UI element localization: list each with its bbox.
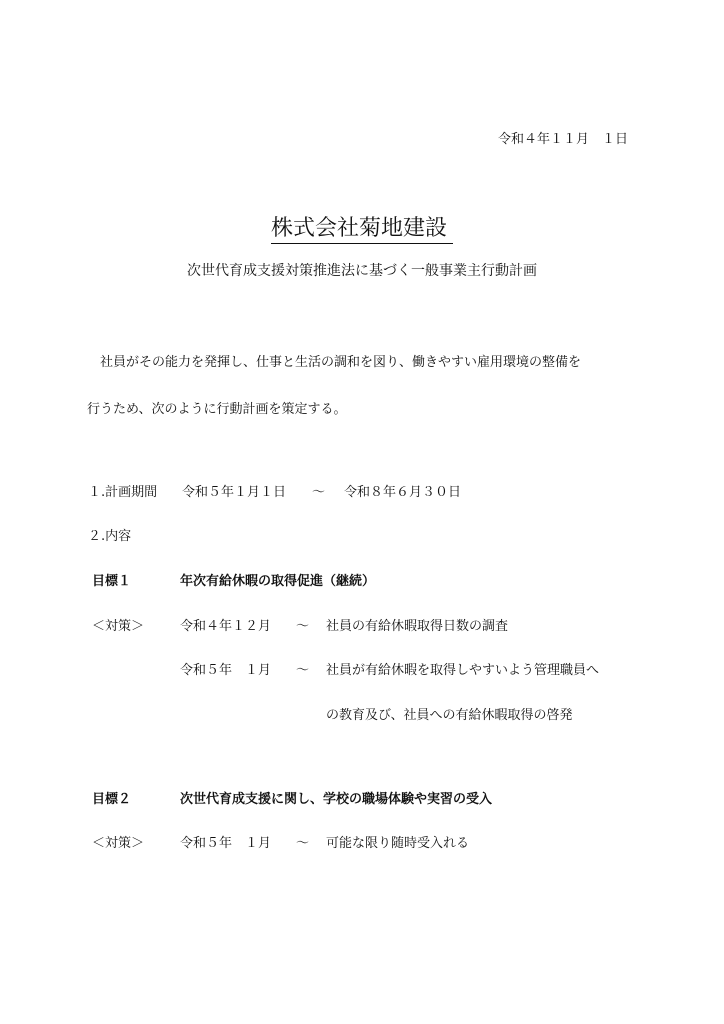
goal-1-measures-label: ＜対策＞ bbox=[92, 619, 145, 634]
intro-line-1: 社員がその能力を発揮し、仕事と生活の調和を図り、働きやすい雇用環境の整備を bbox=[100, 355, 582, 370]
plan-period-tilde: ～ bbox=[312, 485, 326, 500]
goal-1-measure-2-continuation: の教育及び、社員への有給休暇取得の啓発 bbox=[326, 708, 573, 723]
goal-1-label: 目標１ bbox=[92, 574, 132, 589]
goal-2-measures-label: ＜対策＞ bbox=[92, 836, 145, 851]
section-plan-period-label: １.計画期間 bbox=[88, 485, 158, 500]
goal-1-measure-1-date: 令和４年１２月 bbox=[180, 619, 272, 634]
goal-1-measure-2-date: 令和５年 １月 bbox=[180, 663, 272, 678]
goal-2-title: 次世代育成支援に関し、学校の職場体験や実習の受入 bbox=[180, 792, 493, 807]
goal-1-title: 年次有給休暇の取得促進（継続） bbox=[180, 574, 376, 589]
goal-1-measure-2-text: 社員が有給休暇を取得しやすいよう管理職員へ bbox=[326, 663, 600, 678]
company-name: 株式会社菊地建設 bbox=[271, 218, 453, 244]
plan-period-to: 令和８年６月３０日 bbox=[344, 485, 462, 500]
intro-line-2: 行うため、次のように行動計画を策定する。 bbox=[87, 402, 347, 417]
goal-2-measure-1-text: 可能な限り随時受入れる bbox=[326, 836, 470, 851]
goal-1-measure-1-text: 社員の有給休暇取得日数の調査 bbox=[326, 619, 509, 634]
document-subtitle: 次世代育成支援対策推進法に基づく一般事業主行動計画 bbox=[187, 263, 537, 279]
goal-2-label: 目標２ bbox=[92, 792, 132, 807]
goal-2-measure-1-date: 令和５年 １月 bbox=[180, 836, 272, 851]
plan-period-from: 令和５年１月１日 bbox=[182, 485, 287, 500]
company-title bbox=[0, 218, 724, 244]
section-content-label: ２.内容 bbox=[88, 529, 132, 544]
goal-1-measure-2-tilde: ～ bbox=[296, 663, 310, 678]
goal-2-measure-1-tilde: ～ bbox=[296, 836, 310, 851]
goal-1-measure-1-tilde: ～ bbox=[296, 619, 310, 634]
document-date: 令和４年１１月 １日 bbox=[497, 132, 628, 147]
